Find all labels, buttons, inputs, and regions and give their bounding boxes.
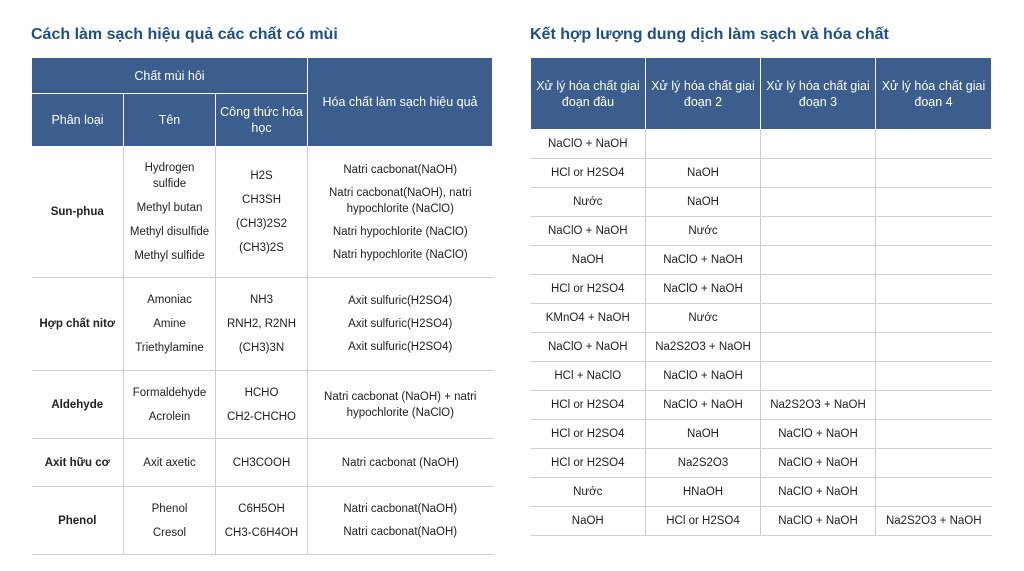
name-item: Triethylamine: [135, 342, 204, 354]
stage-2-cell: NaOH: [646, 420, 761, 449]
combination-row: [531, 159, 992, 188]
combination-row: [531, 188, 992, 217]
stage-3-cell: [761, 246, 876, 275]
stage-1-cell: HCl or H2SO4: [531, 420, 646, 449]
stage-2-cell: Na2S2O3: [646, 449, 761, 478]
name-cell: [124, 487, 216, 555]
stage-1-cell: HCl + NaClO: [531, 362, 646, 391]
odor-row: [32, 439, 493, 487]
stage-2-cell: HNaOH: [646, 478, 761, 507]
combination-table-body: [531, 130, 992, 536]
stage-4-cell: [876, 217, 992, 246]
chemical-item: Natri hypochlorite (NaClO): [332, 248, 468, 261]
stage-4-cell: [876, 478, 992, 507]
stage-1-cell: KMnO4 + NaOH: [531, 304, 646, 333]
combination-row: [531, 130, 992, 159]
name-item: Hydrogen sulfide: [144, 162, 195, 190]
stage-3-cell: [761, 275, 876, 304]
name-item: Methyl sulfide: [134, 250, 205, 262]
formula-item: CH2-CHCHO: [227, 410, 296, 423]
stage-1-cell: Nước: [531, 188, 646, 217]
chemical-cell: [308, 487, 493, 555]
stage-4-cell: [876, 362, 992, 391]
stage-2-cell: HCl or H2SO4: [646, 507, 761, 536]
odor-cleaning-table: [31, 57, 493, 555]
formula-cell: [216, 147, 308, 278]
odor-row: [32, 371, 493, 439]
stage-4-cell: [876, 304, 992, 333]
formula-item: (CH3)2S: [239, 242, 284, 254]
stage-2-cell: Nước: [646, 304, 761, 333]
category-cell: Axit hữu cơ: [32, 439, 124, 487]
stage-3-cell: [761, 304, 876, 333]
formula-item: CH3-C6H4OH: [224, 526, 299, 539]
combination-row: [531, 478, 992, 507]
header-category: Phân loại: [32, 94, 124, 147]
stage-2-cell: NaOH: [646, 159, 761, 188]
combination-row: [531, 217, 992, 246]
stage-1-header: Xử lý hóa chất giai đoạn đầu: [531, 58, 646, 130]
stage-4-header: Xử lý hóa chất giai đoạn 4: [876, 58, 992, 130]
stage-4-cell: [876, 333, 992, 362]
name-cell: [124, 278, 216, 371]
combination-row: [531, 362, 992, 391]
cleaning-combination-table: [530, 57, 992, 536]
stage-1-cell: Nước: [531, 478, 646, 507]
stage-3-cell: Na2S2O3 + NaOH: [761, 391, 876, 420]
formula-item: CH3SH: [242, 194, 281, 206]
stage-3-cell: NaClO + NaOH: [761, 420, 876, 449]
name-cell: [124, 147, 216, 278]
stage-4-cell: [876, 246, 992, 275]
formula-item: C6H5OH: [238, 502, 285, 515]
stage-2-cell: NaOH: [646, 188, 761, 217]
header-odor-substance: Chất mùi hôi: [32, 58, 308, 94]
category-cell: Sun-phua: [32, 147, 124, 278]
odor-row: [32, 278, 493, 371]
odor-row: [32, 147, 493, 278]
name-item: Phenol: [151, 502, 188, 515]
formula-cell: [216, 487, 308, 555]
chemical-item: Natri hypochlorite (NaClO): [332, 225, 468, 238]
chemical-item: Natri cacbonat(NaOH): [343, 163, 458, 176]
chemical-cell: [308, 439, 493, 487]
header-name: Tên: [124, 94, 216, 147]
name-item: Methyl disulfide: [129, 226, 210, 238]
category-cell: Phenol: [32, 487, 124, 555]
stage-4-cell: [876, 420, 992, 449]
stage-3-cell: NaClO + NaOH: [761, 449, 876, 478]
combination-row: [531, 420, 992, 449]
name-item: Axit axetic: [143, 456, 196, 469]
stage-4-cell: [876, 130, 992, 159]
name-item: Cresol: [152, 526, 187, 539]
stage-3-cell: [761, 333, 876, 362]
odor-cleaning-table-title: Cách làm sạch hiệu quả các chất có mùi: [31, 26, 338, 43]
header-formula: Công thức hóa học: [216, 94, 308, 147]
stage-4-cell: [876, 188, 992, 217]
chemical-item: Natri cacbonat(NaOH), natri hypochlorite (NaClO): [329, 186, 472, 215]
combination-table-title: Kết hợp lượng dung dịch làm sạch và hóa chất: [530, 26, 889, 43]
name-item: Acrolein: [148, 410, 191, 423]
stage-1-cell: NaClO + NaOH: [531, 130, 646, 159]
formula-cell: [216, 278, 308, 371]
chemical-cell: [308, 147, 493, 278]
stage-1-cell: HCl or H2SO4: [531, 159, 646, 188]
formula-item: HCHO: [244, 386, 279, 399]
combination-row: [531, 391, 992, 420]
stage-2-cell: NaClO + NaOH: [646, 391, 761, 420]
stage-3-header: Xử lý hóa chất giai đoạn 3: [761, 58, 876, 130]
stage-2-cell: NaClO + NaOH: [646, 275, 761, 304]
category-cell: Aldehyde: [32, 371, 124, 439]
combination-row: [531, 246, 992, 275]
odor-row: [32, 487, 493, 555]
stage-4-cell: [876, 159, 992, 188]
chemical-item: Axit sulfuric(H2SO4): [348, 295, 453, 307]
name-cell: [124, 439, 216, 487]
formula-cell: [216, 371, 308, 439]
formula-item: RNH2, R2NH: [227, 318, 297, 330]
stage-3-cell: [761, 362, 876, 391]
chemical-item: Natri cacbonat(NaOH): [343, 503, 458, 515]
name-item: Amoniac: [147, 294, 192, 306]
chemical-cell: [308, 278, 493, 371]
chemical-cell: [308, 371, 493, 439]
chemical-item: Axit sulfuric(H2SO4): [348, 341, 453, 353]
stage-1-cell: NaClO + NaOH: [531, 217, 646, 246]
stage-4-cell: [876, 391, 992, 420]
stage-3-cell: [761, 159, 876, 188]
chemical-item: Axit sulfuric(H2SO4): [348, 318, 453, 330]
stage-3-cell: [761, 130, 876, 159]
formula-item: CH3COOH: [232, 456, 291, 469]
stage-2-cell: NaClO + NaOH: [646, 246, 761, 275]
stage-4-cell: [876, 449, 992, 478]
formula-item: (CH3)2S2: [235, 218, 288, 230]
name-item: Methyl butan: [136, 202, 203, 214]
stage-1-cell: HCl or H2SO4: [531, 449, 646, 478]
combination-row: [531, 333, 992, 362]
stage-2-header: Xử lý hóa chất giai đoạn 2: [646, 58, 761, 130]
stage-3-cell: [761, 188, 876, 217]
stage-2-cell: Na2S2O3 + NaOH: [646, 333, 761, 362]
formula-cell: [216, 439, 308, 487]
formula-item: NH3: [250, 294, 274, 306]
name-cell: [124, 371, 216, 439]
name-item: Formaldehyde: [132, 386, 207, 399]
header-effective-chemical: Hóa chất làm sạch hiệu quả: [308, 58, 493, 147]
combination-row: [531, 507, 992, 536]
stage-4-cell: [876, 275, 992, 304]
stage-3-cell: [761, 217, 876, 246]
stage-2-cell: NaClO + NaOH: [646, 362, 761, 391]
stage-2-cell: Nước: [646, 217, 761, 246]
stage-1-cell: HCl or H2SO4: [531, 275, 646, 304]
chemical-item: Natri cacbonat (NaOH) + natri hypochlorite (NaClO): [324, 390, 477, 419]
stage-3-cell: NaClO + NaOH: [761, 478, 876, 507]
stage-2-cell: [646, 130, 761, 159]
stage-1-cell: NaOH: [531, 246, 646, 275]
chemical-item: Natri cacbonat (NaOH): [341, 456, 459, 469]
formula-item: (CH3)3N: [238, 342, 285, 354]
odor-table-body: [32, 147, 493, 555]
category-cell: Hợp chất nitơ: [32, 278, 124, 371]
combination-row: [531, 449, 992, 478]
stage-1-cell: HCl or H2SO4: [531, 391, 646, 420]
combination-row: [531, 304, 992, 333]
stage-3-cell: NaClO + NaOH: [761, 507, 876, 536]
stage-1-cell: NaClO + NaOH: [531, 333, 646, 362]
combination-row: [531, 275, 992, 304]
name-item: Amine: [153, 318, 186, 330]
chemical-item: Natri cacbonat(NaOH): [343, 526, 458, 538]
stage-4-cell: Na2S2O3 + NaOH: [876, 507, 992, 536]
formula-item: H2S: [250, 170, 273, 182]
stage-1-cell: NaOH: [531, 507, 646, 536]
